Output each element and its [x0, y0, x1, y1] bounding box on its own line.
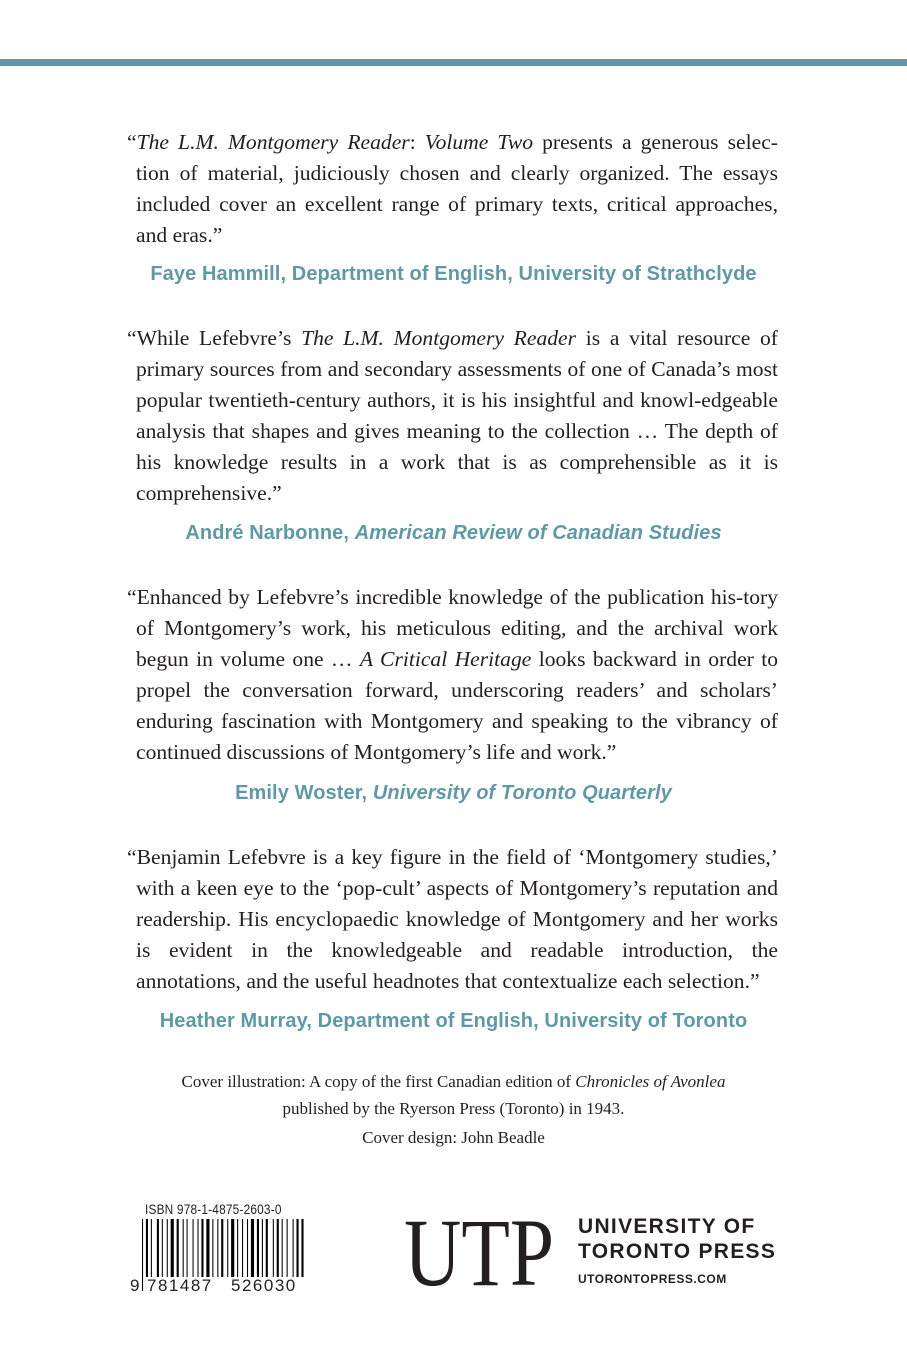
barcode-bar	[301, 1219, 303, 1277]
utp-logo-text: UTP	[404, 1199, 554, 1306]
barcode-bar	[177, 1219, 179, 1277]
illustration-book-title: Chronicles of Avonlea	[575, 1072, 726, 1091]
barcode-bar	[297, 1219, 299, 1277]
barcode-bar	[242, 1219, 243, 1277]
barcode-bar	[251, 1219, 254, 1277]
cover-illustration-credit: Cover illustration: A copy of the first Canadian edition of Chronicles of Avonlea published by the Ryerson Press (Toronto) in 1943.	[181, 1072, 726, 1118]
attribution-2-source: American Review of Canadian Studies	[354, 522, 722, 544]
barcode-bar	[273, 1219, 274, 1277]
barcode-bar	[262, 1219, 263, 1277]
barcode-bar	[198, 1219, 199, 1277]
barcode-bar	[287, 1219, 288, 1277]
barcode-bar	[257, 1219, 259, 1277]
barcode-bar	[212, 1219, 213, 1277]
barcode-bar	[227, 1219, 228, 1277]
quote-2-book-title: The L.M. Montgomery Reader	[301, 326, 577, 350]
barcode-bar	[277, 1219, 279, 1277]
barcode-bar	[193, 1219, 194, 1277]
review-quote-3: “Enhanced by Lefebvre’s incredible knowledge of the publication his-tory of Montgomery’s work, his meticulous editing, and the archival work begun in volume one … A Critical Heritage looks backward in order to propel the conversation forward, underscoring readers’ and scholars’ enduring fascination with Montgomery and speaking to the vibrancy of continued discussions of Montgomery’s life and work.”	[127, 585, 778, 764]
barcode-bar	[293, 1219, 294, 1277]
barcode-bar	[162, 1219, 163, 1277]
barcode-bar	[221, 1219, 223, 1277]
barcode-bar	[282, 1219, 283, 1277]
isbn-label: ISBN 978-1-4875-2603-0	[145, 1202, 282, 1217]
top-accent-rule	[0, 59, 907, 66]
barcode-digits-left: 781487	[147, 1276, 213, 1295]
quote-1-volume-title: Volume Two	[424, 130, 534, 154]
barcode-bar	[171, 1219, 174, 1277]
review-attribution-3: Emily Woster, University of Toronto Quarterly	[235, 782, 672, 804]
quote-1-book-title: The L.M. Montgomery Reader	[136, 130, 410, 154]
review-attribution-4: Heather Murray, Department of English, University of Toronto	[159, 1010, 748, 1032]
barcode-bar	[247, 1219, 248, 1277]
barcode-bar	[142, 1219, 143, 1291]
cover-design-credit: Cover design: John Beadle	[362, 1128, 545, 1147]
barcode-bar	[157, 1219, 159, 1277]
barcode-bar	[266, 1219, 268, 1277]
publisher-name	[578, 1214, 776, 1264]
attribution-3-source: University of Toronto Quarterly	[372, 782, 672, 804]
publisher-name-line-2: TORONTO PRESS	[578, 1240, 777, 1263]
review-quote-2: “While Lefebvre’s The L.M. Montgomery Reader is a vital resource of primary sources from and secondary assessments of one of Canada’s most popular twentieth-century authors, it is his insightful and knowl-edgeable analysis that shapes and gives meaning to the collection … The depth of his knowledge results in a work that is as comprehensible as it is comprehensive.”	[127, 326, 778, 505]
review-quote-1: “The L.M. Montgomery Reader: Volume Two presents a generous selec-tion of material, judiciously chosen and clearly organized. The essays included cover an excellent range of primary texts, critical approaches, and eras.”	[127, 130, 778, 247]
barcode-bar	[151, 1219, 152, 1277]
barcode-bar	[167, 1219, 168, 1277]
barcode-digit-first: 9	[130, 1276, 140, 1295]
barcode-bar	[217, 1219, 218, 1277]
barcode-bar	[183, 1219, 184, 1277]
quote-3-book-title: A Critical Heritage	[359, 647, 532, 671]
utp-logo	[404, 1199, 556, 1306]
publisher-url[interactable]: UTORONTOPRESS.COM	[578, 1272, 727, 1286]
review-attribution-1: Faye Hammill, Department of English, University of Strathclyde	[150, 263, 757, 285]
publisher-name-line-1: UNIVERSITY OF	[578, 1215, 756, 1238]
barcode-bar	[206, 1219, 209, 1277]
review-attribution-2: André Narbonne, American Review of Canadian Studies	[185, 522, 722, 544]
barcode-bar	[201, 1219, 203, 1277]
barcode-digits-right: 526030	[231, 1276, 297, 1295]
barcode-bar	[187, 1219, 188, 1277]
review-quote-4: “Benjamin Lefebvre is a key figure in the field of ‘Montgomery studies,’ with a keen eye to the ‘pop-cult’ aspects of Montgomery’s reputation and readership. His encyclopaedic knowledge of Montgomery and her works is evident in the knowledgeable and readable introduction, the annotations, and the useful headnotes that contextualize each selection.”	[127, 845, 778, 993]
